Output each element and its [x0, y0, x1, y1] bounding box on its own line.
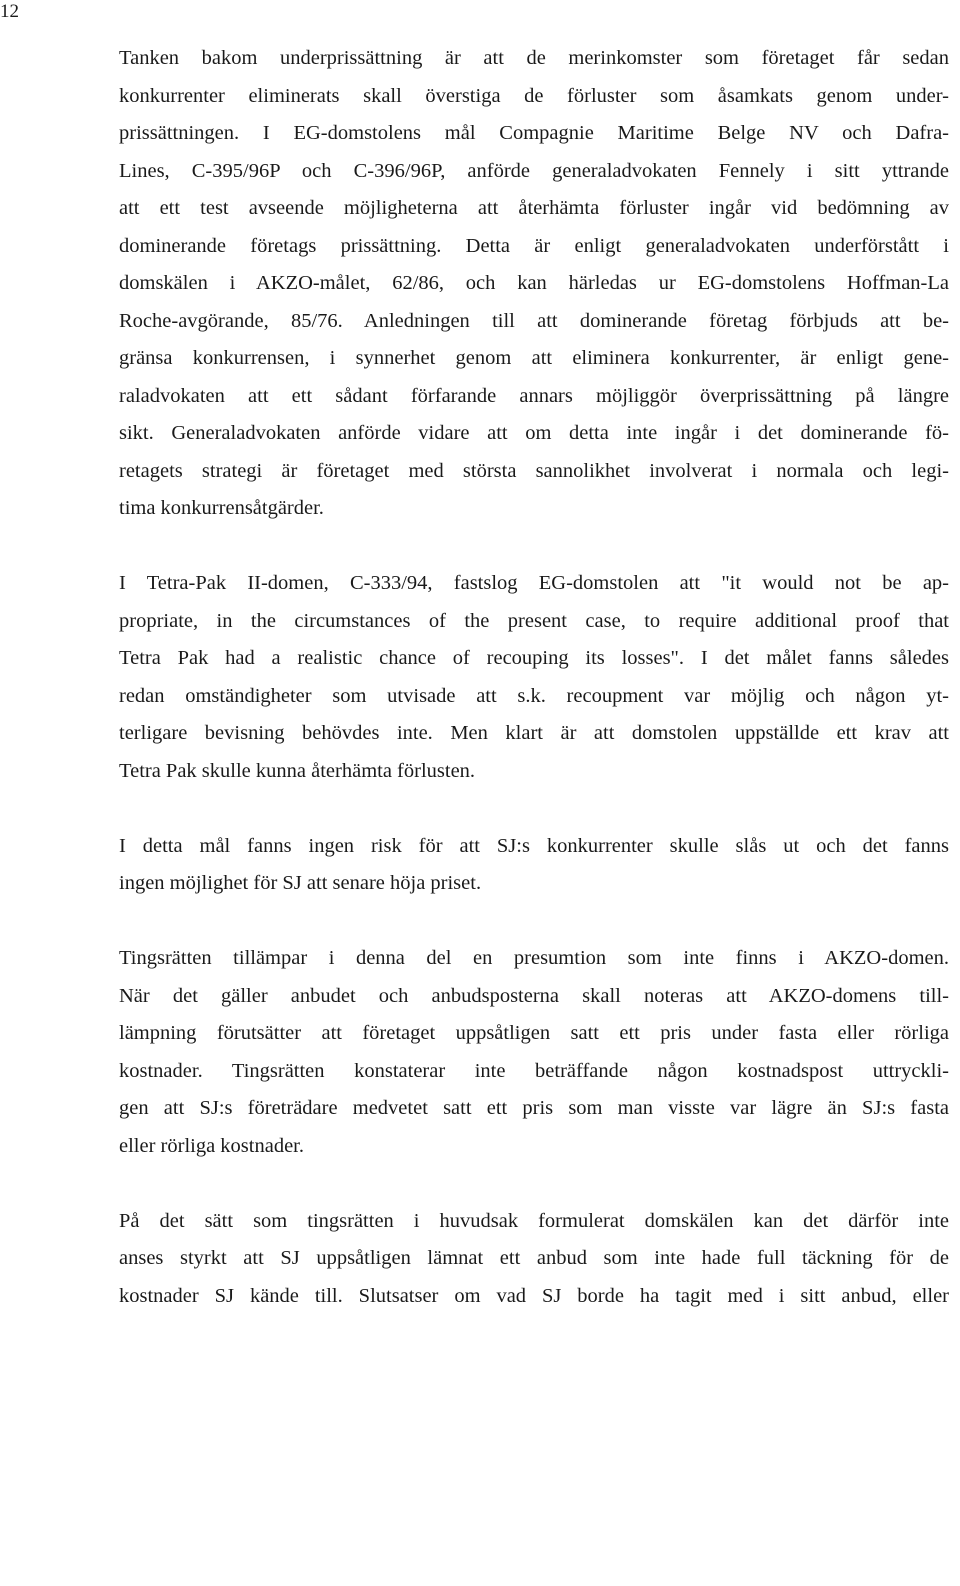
- paragraph-gap: [119, 1165, 949, 1203]
- text-line: Tingsrätten tillämpar i denna del en presumtion som inte finns i AKZO-domen.: [119, 947, 949, 969]
- text-line: anses styrkt att SJ uppsåtligen lämnat ett anbud som inte hade full täckning för de: [119, 1247, 949, 1269]
- text-line: tima konkurrensåtgärder.: [119, 497, 324, 519]
- page-number: 12: [0, 1, 19, 22]
- text-line: sikt. Generaladvokaten anförde vidare att om detta inte ingår i det dominerande fö-: [119, 422, 949, 444]
- text-line: raladvokaten att ett sådant förfarande annars möjliggör överprissättning på längre: [119, 384, 949, 407]
- text-line: Tetra Pak skulle kunna återhämta förlusten.: [119, 759, 476, 782]
- text-line: I detta mål fanns ingen risk för att SJ:s konkurrenter skulle slås ut och det fanns: [119, 834, 949, 857]
- text-line: eller rörliga kostnader.: [119, 1134, 305, 1157]
- text-line: När det gäller anbudet och anbudsposterna skall noteras att AKZO-domens till-: [119, 984, 949, 1007]
- text-line: gränsa konkurrensen, i synnerhet genom att eliminera konkurrenter, är enligt gene-: [119, 347, 949, 369]
- paragraph-gap: [119, 790, 949, 828]
- text-line: dominerande företags prissättning. Detta är enligt generaladvokaten underförstått i: [119, 234, 949, 257]
- text-line: Roche-avgörande, 85/76. Anledningen till att dominerande företag förbjuds att be-: [119, 309, 949, 332]
- text-line: gen att SJ:s företrädare medvetet satt ett pris som man visste var lägre än SJ:s fasta: [119, 1097, 949, 1119]
- text-line: Tanken bakom underprissättning är att de merinkomster som företaget får sedan: [119, 47, 949, 69]
- paragraph-tetra-pak: [119, 565, 949, 790]
- text-line: På det sätt som tingsrätten i huvudsak formulerat domskälen kan det därför inte: [119, 1209, 949, 1232]
- text-line: I Tetra-Pak II-domen, C-333/94, fastslog EG-domstolen att "it would not be ap-: [119, 572, 949, 594]
- paragraph-gap: [119, 903, 949, 941]
- text-line: Lines, C-395/96P och C-396/96P, anförde generaladvokaten Fennely i sitt yttrande: [119, 159, 949, 182]
- text-line: terligare bevisning behövdes inte. Men klart är att domstolen uppställde ett krav att: [119, 722, 949, 744]
- paragraph-gap: [119, 528, 949, 566]
- text-line: retagets strategi är företaget med största sannolikhet involverat i normala och legi-: [119, 459, 949, 482]
- text-line: konkurrenter eliminerats skall överstiga de förluster som åsamkats genom under-: [119, 84, 949, 107]
- text-line: ingen möjlighet för SJ att senare höja priset.: [119, 872, 482, 894]
- text-line: domskälen i AKZO-målet, 62/86, och kan härledas ur EG-domstolens Hoffman-La: [119, 272, 949, 294]
- paragraph-conclusion: [119, 1203, 949, 1316]
- text-line: propriate, in the circumstances of the present case, to require additional proof that: [119, 609, 949, 632]
- text-line: kostnader SJ kände till. Slutsatser om vad SJ borde ha tagit med i sitt anbud, eller: [119, 1284, 949, 1307]
- paragraph-recoupment-theory: [119, 40, 949, 528]
- text-line: kostnader. Tingsrätten konstaterar inte beträffande någon kostnadspost uttryckli-: [119, 1059, 949, 1082]
- document-body: [119, 40, 949, 1315]
- text-line: prissättningen. I EG-domstolens mål Compagnie Maritime Belge NV och Dafra-: [119, 122, 949, 144]
- text-line: att ett test avseende möjligheterna att återhämta förluster ingår vid bedömning av: [119, 197, 949, 219]
- text-line: Tetra Pak had a realistic chance of recouping its losses". I det målet fanns således: [119, 647, 949, 669]
- text-line: lämpning förutsätter att företaget uppsåtligen satt ett pris under fasta eller rörliga: [119, 1022, 949, 1044]
- paragraph-no-risk: [119, 828, 949, 903]
- paragraph-presumption: [119, 940, 949, 1165]
- text-line: redan omständigheter som utvisade att s.k. recoupment var möjlig och någon yt-: [119, 684, 949, 707]
